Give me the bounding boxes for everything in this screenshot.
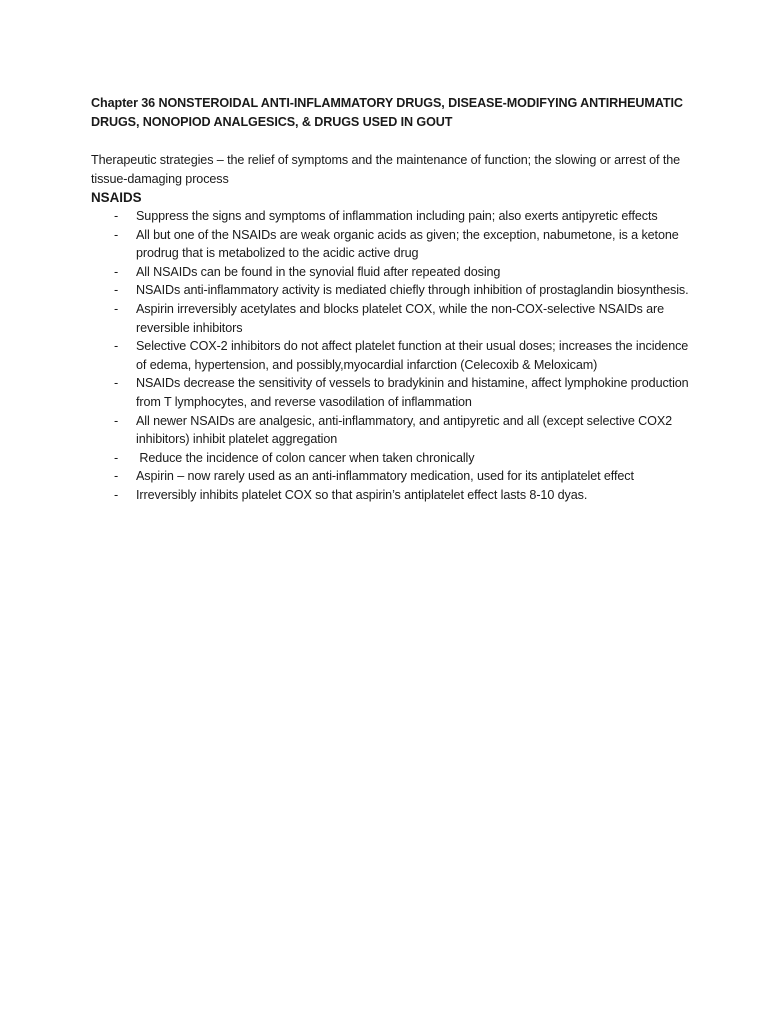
bullet-text: NSAIDs anti-inflammatory activity is mediated chiefly through inhibition of prostaglandin biosynthesis. (136, 283, 689, 298)
bullet-item (91, 337, 691, 374)
bullet-marker: - (114, 264, 119, 279)
bullet-text: Selective COX-2 inhibitors do not affect platelet function at their usual doses; increases the incidence of edema, hypertension, and possibly,myocardial infarction (Celecoxib & Meloxicam) (136, 339, 689, 372)
bullet-marker: - (114, 339, 119, 354)
bullet-item (91, 449, 691, 468)
bullet-marker: - (114, 487, 119, 502)
bullet-marker: - (114, 227, 119, 242)
bullet-item (91, 412, 691, 449)
bullet-marker: - (114, 469, 119, 484)
bullet-text: All newer NSAIDs are analgesic, anti-inflammatory, and antipyretic and all (except selective COX2 inhibitors) inhibit platelet aggregation (136, 413, 673, 447)
bullet-text: Aspirin – now rarely used as an anti-inflammatory medication, used for its antiplatelet effect (136, 469, 634, 484)
bullet-item (91, 374, 691, 411)
bullet-marker: - (114, 376, 119, 391)
bullet-item (91, 207, 691, 226)
bullet-text: All NSAIDs can be found in the synovial fluid after repeated dosing (136, 264, 501, 279)
bullet-text: Irreversibly inhibits platelet COX so that aspirin’s antiplatelet effect lasts 8-10 dyas. (136, 487, 588, 502)
bullet-item (91, 226, 691, 263)
bullet-item (91, 300, 691, 337)
bullet-item (91, 467, 691, 486)
bullet-text: All but one of the NSAIDs are weak organic acids as given; the exception, nabumetone, is a ketone prodrug that is metabolized to the acidic active drug (136, 227, 679, 261)
bullet-marker: - (114, 450, 119, 465)
bullet-marker: - (114, 209, 119, 223)
bullet-item (91, 281, 691, 300)
chapter-title: Chapter 36 NONSTEROIDAL ANTI-INFLAMMATORY DRUGS, DISEASE-MODIFYING ANTIRHEUMATIC DRUGS, NONOPIOD ANALGESICS, & DRUGS USED IN GOUT (91, 96, 683, 129)
bullet-marker: - (114, 301, 119, 316)
therapeutic-strategies-paragraph: Therapeutic strategies – the relief of symptoms and the maintenance of function; the slowing or arrest of the tissue-damaging process (91, 153, 681, 186)
bullet-text: Suppress the signs and symptoms of inflammation including pain; also exerts antipyretic effects (136, 209, 658, 223)
bullet-marker: - (114, 283, 119, 298)
bullet-text: NSAIDs decrease the sensitivity of vessels to bradykinin and histamine, affect lymphokine production from T lymphocytes, and reverse vasodilation of inflammation (136, 376, 689, 409)
nsaids-bullet-list (91, 207, 691, 505)
bullet-text: Reduce the incidence of colon cancer when taken chronically (136, 450, 475, 465)
bullet-item (91, 263, 691, 282)
section-heading-nsaids: NSAIDS (91, 190, 142, 205)
bullet-item (91, 486, 691, 505)
bullet-text: Aspirin irreversibly acetylates and blocks platelet COX, while the non-COX-selective NSAIDs are reversible inhibitors (136, 301, 665, 335)
bullet-marker: - (114, 413, 119, 428)
